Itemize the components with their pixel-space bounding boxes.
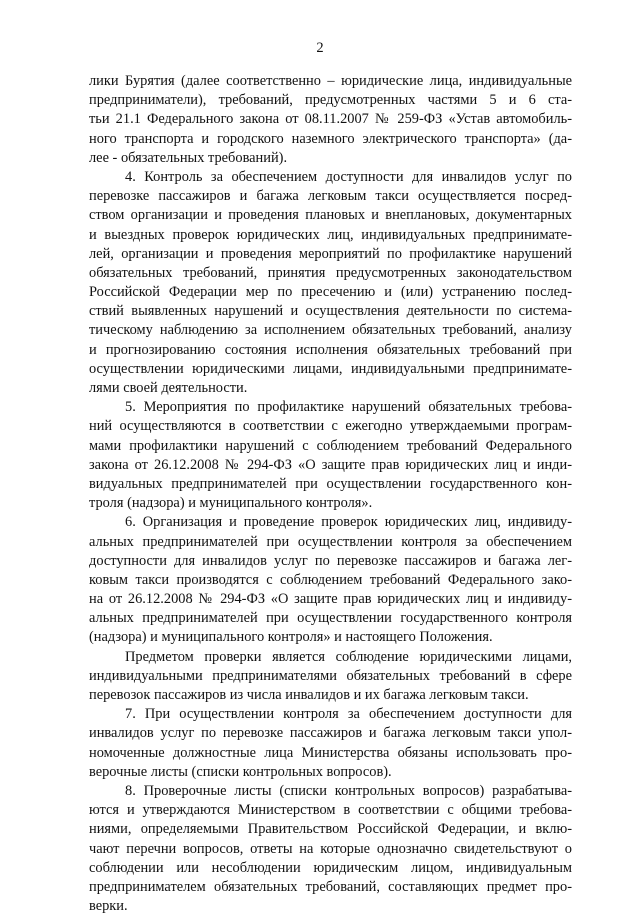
text-line: соблюдении или несоблюдении юридическим лицом, индивидуальным [89, 859, 572, 876]
text-line: лями своей деятельности. [89, 380, 248, 396]
text-line: и выездных проверок юридических лиц, индивидуальных предпринимате- [89, 226, 572, 243]
text-line: 6. Организация и проведение проверок юридических лиц, индивиду- [125, 514, 572, 531]
text-line: альных предпринимателей при осуществлении контроля за обеспечением [89, 533, 572, 550]
text-line: альных предпринимателей при осуществлении государственного контроля [89, 610, 572, 627]
text-line: тьи 21.1 Федерального закона от 08.11.2007 № 259-ФЗ «Устав автомобиль- [89, 111, 572, 128]
paragraph [89, 513, 572, 647]
text-line: видуальных предпринимателей при осуществлении государственного кон- [89, 475, 572, 492]
paragraph [89, 648, 572, 706]
text-line: лики Бурятия (далее соответственно – юридические лица, индивидуальные [89, 73, 572, 89]
text-line: 8. Проверочные листы (списки контрольных вопросов) разрабатыва- [125, 782, 572, 799]
text-line: ного транспорта и городского наземного электрического транспорта» (да- [89, 130, 572, 147]
text-line: ний осуществляются в соответствии с ежегодно утверждаемыми програм- [89, 418, 572, 435]
text-line: предприниматели), требований, предусмотренных частями 5 и 6 ста- [89, 92, 572, 109]
text-line: ствий выявленных нарушений и осуществления деятельности по система- [89, 303, 572, 320]
text-line: перевозок пассажиров из числа инвалидов и их багажа легковым такси. [89, 687, 529, 703]
text-line: троля (надзора) и муниципального контроля». [89, 495, 373, 512]
text-line: инвалидов услуг по перевозке пассажиров и багажа легковым такси упол- [89, 725, 572, 742]
document-body [89, 72, 572, 916]
text-line: лее - обязательных требований). [89, 149, 288, 166]
text-line: предпринимателем обязательных требований, составляющих предмет про- [89, 878, 572, 895]
text-line: лей, организации и проведения мероприятий по профилактике нарушений [89, 245, 572, 262]
text-line: ковым такси производятся с соблюдением требований Федерального зако- [89, 571, 572, 588]
text-line: ниями, определяемыми Правительством Российской Федерации, и вклю- [89, 821, 572, 838]
text-line: закона от 26.12.2008 № 294-ФЗ «О защите прав юридических лиц и инди- [89, 456, 572, 473]
text-line: тическому наблюдению за исполнением обязательных требований, анализу [89, 322, 572, 339]
text-line: ством организации и проведения плановых и внеплановых, документарных [89, 207, 572, 224]
text-line: номоченные должностные лица Министерства обязаны использовать про- [89, 744, 572, 761]
paragraph [89, 705, 572, 782]
text-line: осуществлении юридическими лицами, индивидуальными предпринимате- [89, 360, 572, 377]
paragraph [89, 398, 572, 513]
text-line: доступности для инвалидов услуг по перевозке пассажиров и багажа лег- [89, 552, 572, 569]
text-line: индивидуальными предпринимателями обязательных требований в сфере [89, 667, 572, 684]
text-line: обязательных требований, принятия предусмотренных законодательством [89, 264, 572, 281]
text-line: ются и утверждаются Министерством в соответствии с общими требова- [89, 802, 572, 819]
text-line: чают перечни вопросов, ответы на которые однозначно свидетельствуют о [89, 840, 572, 857]
text-line: на от 26.12.2008 № 294-ФЗ «О защите прав юридических лиц и индивиду- [89, 591, 572, 608]
text-line: 5. Мероприятия по профилактике нарушений обязательных требова- [125, 399, 572, 416]
paragraph [89, 782, 572, 916]
text-line: Предметом проверки является соблюдение юридическими лицами, [125, 648, 572, 665]
paragraph [89, 72, 572, 168]
paragraph [89, 168, 572, 398]
page-number: 2 [316, 40, 324, 56]
text-line: Российской Федерации мер по пресечению и (или) устранению послед- [89, 284, 572, 301]
text-line: 4. Контроль за обеспечением доступности для инвалидов услуг по [125, 168, 572, 185]
text-line: верочные листы (списки контрольных вопросов). [89, 763, 392, 780]
text-line: (надзора) и муниципального контроля» и настоящего Положения. [89, 629, 493, 646]
text-line: перевозке пассажиров и багажа легковым такси осуществляется посред- [89, 188, 572, 205]
text-line: верки. [89, 898, 128, 915]
text-line: 7. При осуществлении контроля за обеспечением доступности для [125, 706, 572, 723]
text-line: мами профилактики нарушений с соблюдением требований Федерального [89, 437, 572, 454]
text-line: и прогнозированию состояния исполнения обязательных требований при [89, 341, 572, 358]
